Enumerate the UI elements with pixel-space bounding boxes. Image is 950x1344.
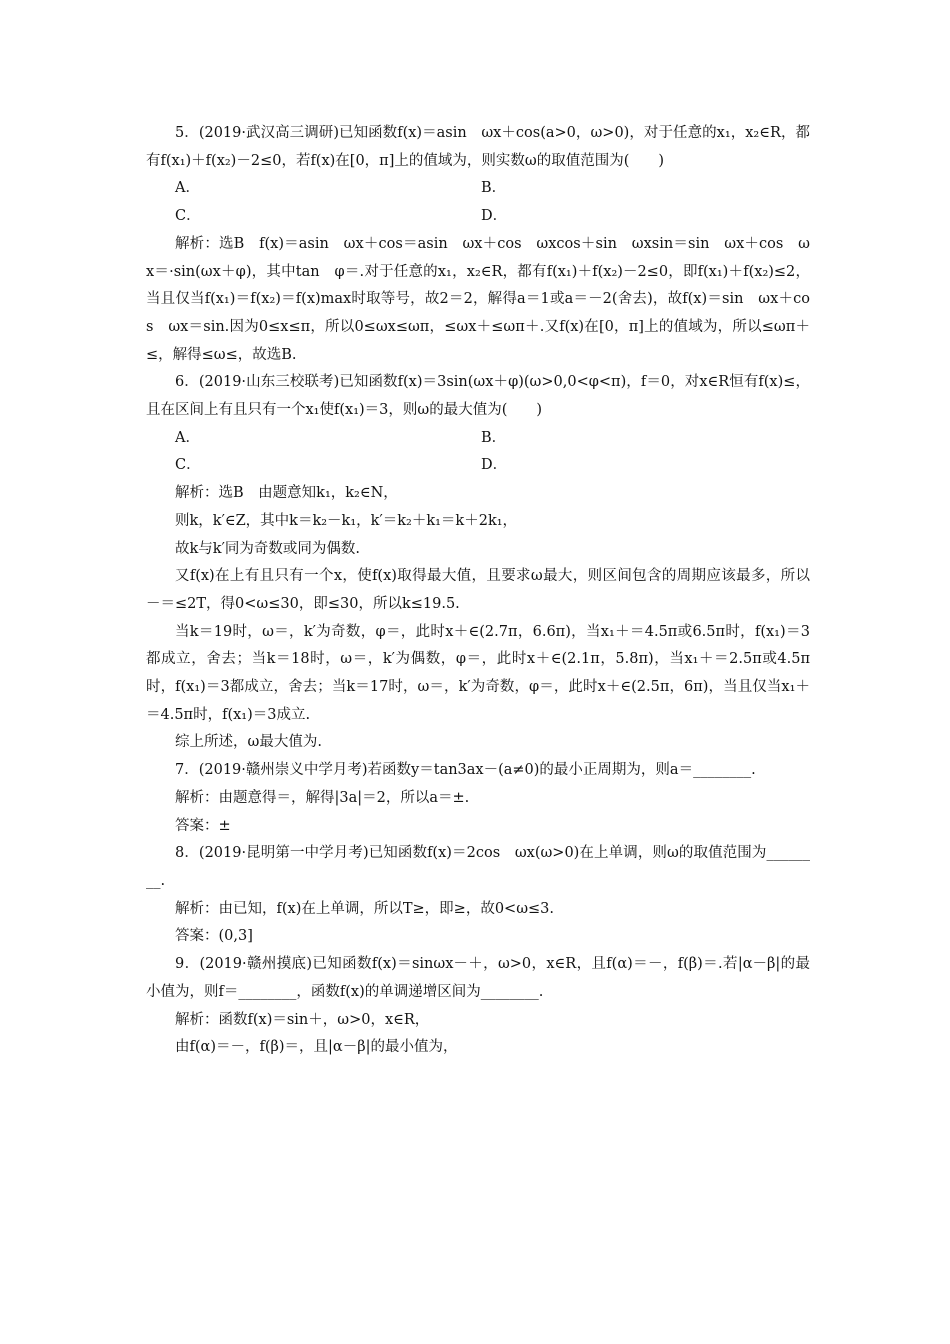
- problem-5-options-row-1: [146, 175, 810, 203]
- problem-6-solution-line: 解析：选B 由题意知k₁，k₂∈N，: [175, 485, 398, 502]
- option-a: A．: [175, 180, 200, 197]
- option-c: C．: [175, 208, 201, 225]
- problem-7-solution: 解析：由题意得＝，解得|3a|＝2，所以a＝±.: [175, 789, 470, 806]
- problem-7-statement: 7．(2019·赣州崇义中学月考)若函数y＝tan3ax－(a≠0)的最小正周期为，则a＝________.: [175, 762, 756, 779]
- problem-6-solution-paragraph: 当k＝19时，ω＝，k′为奇数，φ＝，此时x＋∈(2.7π，6.6π)，当x₁＋＝4.5π或6.5π时，f(x₁)＝3都成立，舍去；当k＝18时，ω＝，k′为偶数，φ＝，此时x＋∈(2.1π，5.8π)，当x₁＋＝2.5π或4.5π时，f(x₁)＝3都成立，舍去；当k＝17时，ω＝，k′为奇数，φ＝，此时x＋∈(2.5π，6π)，当且仅当x₁＋＝4.5π时，f(x₁)＝3成立.: [146, 623, 810, 723]
- option-b: B．: [481, 429, 507, 446]
- problem-8-solution: 解析：由已知，f(x)在上单调，所以T≥，即≥，故0<ω≤3.: [175, 900, 555, 917]
- problem-6-solution-line: 则k，k′∈Z，其中k＝k₂－k₁，k′＝k₂＋k₁＝k＋2k₁，: [175, 512, 518, 529]
- problem-9-solution-line: 解析：函数f(x)＝sin＋，ω>0，x∈R，: [175, 1011, 430, 1028]
- problem-7-answer: 答案：±: [175, 817, 231, 834]
- document-body: [146, 120, 810, 1062]
- problem-9-statement: 9．(2019·赣州摸底)已知函数f(x)＝sinωx－＋，ω>0，x∈R，且f(α)＝－，f(β)＝.若|α－β|的最小值为，则f＝________，函数f(x)的单调递增区间为________.: [146, 956, 810, 1000]
- problem-6-solution-line: 故k与k′同为奇数或同为偶数.: [175, 540, 360, 557]
- option-c: C．: [175, 457, 201, 474]
- option-d: D．: [481, 208, 508, 225]
- problem-5-statement: 5．(2019·武汉高三调研)已知函数f(x)＝asin ωx＋cos(a>0，ω>0)，对于任意的x₁，x₂∈R，都有f(x₁)＋f(x₂)－2≤0，若f(x)在[0，π]上的值域为，则实数ω的取值范围为( ): [146, 125, 810, 169]
- problem-6-solution-paragraph: 又f(x)在上有且只有一个x，使f(x)取得最大值，且要求ω最大，则区间包含的周期应该最多，所以－＝≤2T，得0<ω≤30，即≤30，所以k≤19.5.: [146, 568, 810, 612]
- problem-5-options-row-2: [146, 203, 810, 231]
- problem-8-statement: 8．(2019·昆明第一中学月考)已知函数f(x)＝2cos ωx(ω>0)在上单调，则ω的取值范围为________.: [146, 845, 810, 889]
- option-b: B．: [481, 180, 507, 197]
- problem-6-options-row-1: [146, 425, 810, 453]
- option-d: D．: [481, 457, 508, 474]
- problem-6-conclusion: 综上所述，ω最大值为.: [175, 734, 322, 751]
- problem-8-answer: 答案：(0,3]: [175, 928, 253, 945]
- option-a: A．: [175, 429, 200, 446]
- problem-5-solution: 解析：选B f(x)＝asin ωx＋cos＝asin ωx＋cos ωxcos＋sin ωxsin＝sin ωx＋cos ωx＝·sin(ωx＋φ)，其中tan φ＝.对于任意的x₁，x₂∈R，都有f(x₁)＋f(x₂)－2≤0，即f(x₁)＋f(x₂)≤2，当且仅当f(x₁)＝f(x₂)＝f(x)max时取等号，故2＝2，解得a＝1或a＝－2(舍去)，故f(x)＝sin ωx＋cos ωx＝sin.因为0≤x≤π，所以0≤ωx≤ωπ，≤ωx＋≤ωπ＋.又f(x)在[0，π]上的值域为，所以≤ωπ＋≤，解得≤ω≤，故选B.: [146, 235, 810, 363]
- problem-9-solution-line: 由f(α)＝－，f(β)＝，且|α－β|的最小值为，: [175, 1039, 458, 1056]
- problem-6-options-row-2: [146, 452, 810, 480]
- problem-6-statement: 6．(2019·山东三校联考)已知函数f(x)＝3sin(ωx＋φ)(ω>0,0<φ<π)，f＝0，对x∈R恒有f(x)≤，且在区间上有且只有一个x₁使f(x₁)＝3，则ω的最大值为( ): [146, 374, 810, 419]
